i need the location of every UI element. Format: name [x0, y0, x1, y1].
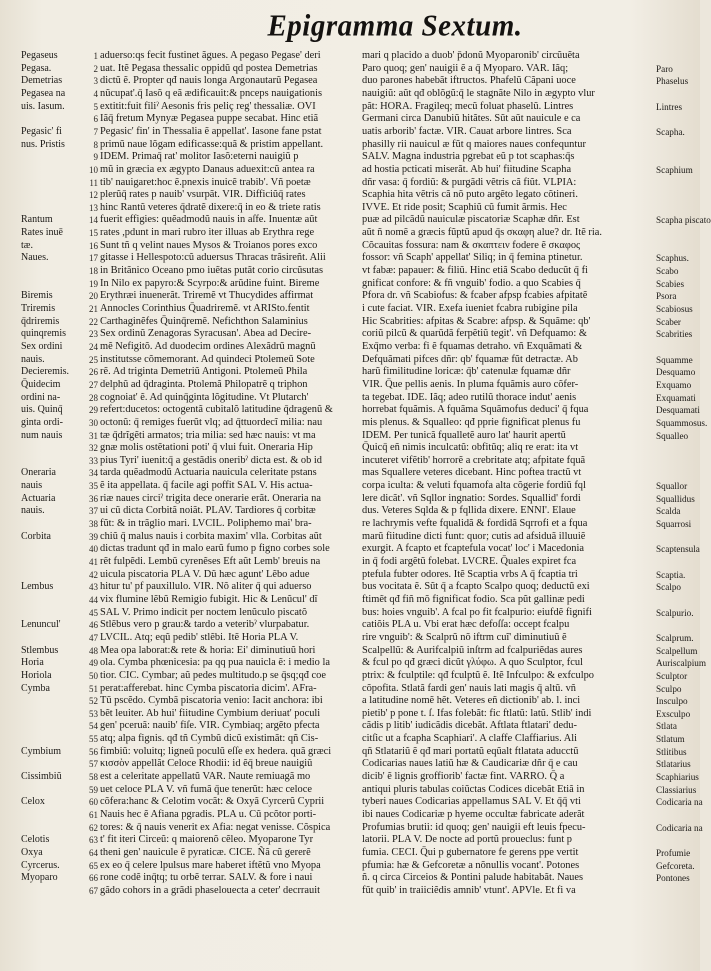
- text-line: Scalpellũ: & Aurifcalpiũ inſtrm ad fcalpuriẽdas aures: [362, 644, 583, 656]
- line-number: 16: [89, 240, 98, 251]
- right-margin-gloss: Profumie: [656, 847, 691, 858]
- text-line: latorii. PLA V. De nocte ad portũ proueclus: funt p: [362, 834, 572, 846]
- line-number: 52: [89, 696, 98, 707]
- text-line: marũ fiitudine dicti funt: quor; cutis ad afsiduã illuuiẽ: [362, 530, 586, 542]
- text-line: Sex ordinũ Zenagoras Syracusan'. Abea ad Decire-: [100, 328, 312, 340]
- text-line: ñ. q circa Circeios & Pontini palude habitabãt. Naues: [362, 872, 584, 884]
- line-number: 40: [89, 544, 98, 555]
- text-line: uet celoce PLA V. vñ fumã q̄ue tenerũt: hæc celoce: [100, 783, 312, 795]
- right-margin-gloss: Stlatarius: [656, 759, 691, 770]
- left-margin-gloss: nus. Pristis: [21, 138, 65, 150]
- left-margin-gloss: nauis.: [21, 505, 45, 517]
- left-margin-gloss: Naues.: [21, 252, 49, 264]
- right-margin-gloss: Scalpurio.: [656, 607, 694, 618]
- left-margin-gloss: tæ.: [21, 239, 33, 251]
- left-margin-gloss: uis. Iasum.: [21, 100, 65, 112]
- line-number: 36: [89, 493, 98, 504]
- right-margin-gloss: Scabies: [656, 278, 685, 289]
- text-line: IDEM. Per tunicã fqualletẽ auro lat' haurit apertũ: [362, 429, 566, 441]
- text-line: ui cũ dicta Corbitã noiãt. PLAV. Tardiores q̄ corbitæ: [100, 505, 316, 517]
- left-margin-gloss: Celox: [21, 796, 45, 808]
- line-number: 59: [89, 784, 98, 795]
- line-number: 11: [89, 177, 98, 188]
- left-margin-gloss: Horiola: [21, 669, 52, 681]
- left-margin-gloss: Pegasa.: [21, 62, 52, 74]
- line-number: 42: [89, 569, 98, 580]
- text-line: hinc Rantũ veteres q̄dratẽ dixere:q̄ in eo & triete ratis: [100, 201, 321, 213]
- text-line: Mea opa laborat:& rete & horia: Ei' diminutiuũ hori: [100, 644, 316, 656]
- left-margin-gloss: Rates inuē: [21, 227, 63, 239]
- text-line: Erythræi inuenerãt. Triremẽ vt Thucydides affirmat: [100, 290, 314, 302]
- text-line: Q̄uicq̄ eñ nimis inculcatũ: obfitũq; aliq re erat: ita vt: [362, 442, 579, 454]
- text-line: extitit:fuit filiˀ Aesonis fris peliç reg' thessaliæ. OVI: [100, 100, 316, 112]
- text-line: dictũ ẽ. Propter qđ nauis longa Argonautarũ Pegasea: [100, 75, 318, 87]
- text-line: ola. Cymba phœnicesia: pa qq pua nauicla ẽ: i medio la: [100, 657, 330, 669]
- left-margin-gloss: Stlembus: [21, 644, 59, 656]
- text-line: nauigiũ: aũt qđ oblõgũ:q̄ le stagnãte Nilo in ægypto vlur: [362, 87, 595, 99]
- line-number: 25: [89, 354, 98, 365]
- right-margin-gloss: Exquamati: [656, 392, 696, 403]
- text-line: ta tegebat. IDE. Iãq; adeo rutilũ thorace indut' aenis: [362, 391, 577, 403]
- right-margin-gloss: Stlata: [656, 721, 677, 732]
- text-line: harũ fimilitudine loricæ: q̄b' catenulæ fquamæ dñr: [362, 366, 571, 378]
- text-line: aduerso:qs fecit fustinet ãgues. A pegaso Pegase' deri: [100, 50, 321, 61]
- text-line: duo parones habebãt iftructos. Phafelũ Cãpani uoce: [362, 75, 576, 87]
- left-margin-gloss: Lembus: [21, 581, 54, 593]
- text-line: coriũ pilcũ & quarũdã ferpẽtiũ tegit'. vñ Defquamo: &: [362, 328, 587, 340]
- right-margin-gloss: Gefcoreta.: [656, 860, 695, 871]
- text-line: octonũ: q̄ remiges fuerũt vlq; ad q̄ttuordecĩ milia: nau: [100, 416, 323, 428]
- text-line: ptefula fubter odores. Itẽ Scaptia vrbs A q̄ fcaptia tri: [362, 568, 578, 580]
- line-number: 28: [89, 392, 98, 403]
- text-line: corpa iculta: & veluti fquamofa alta cõgerie fordiũ fql: [362, 480, 586, 492]
- text-line: qñ Stlatariũ ẽ qđ mari portatũ eqũalt ftlatata aducctũ: [362, 745, 579, 757]
- text-line: mari q placido a duob' p̄donũ Myoparonib' circũuẽta: [362, 50, 580, 61]
- line-number: 43: [89, 582, 98, 593]
- line-number: 23: [89, 329, 98, 340]
- right-margin-gloss: Lintres: [656, 101, 683, 112]
- text-line: i cute faciat. VIR. Exefa iueniet fcabra rubigine pila: [362, 303, 578, 314]
- text-line: mas Squallere veteres dicebant. Hinc poftea tractũ vt: [362, 467, 582, 479]
- text-line: riæ naues circiˀ trigita dece onerarie erãt. Oneraria na: [100, 492, 321, 504]
- line-number: 41: [89, 557, 98, 567]
- line-number: 57: [89, 759, 98, 770]
- text-line: fumia. CECI. Q̄ui p gubernatore fe gerens ppe vertit: [362, 846, 579, 858]
- text-line: in q̄ fodi argẽtũ folebat. LVCRE. Q̄uales expiret fca: [362, 556, 577, 567]
- line-number: 66: [89, 873, 98, 884]
- left-margin-gloss: Corbita: [21, 530, 51, 542]
- text-line: incuteret vifẽtib' horrorẽ a crebritate atq; afpitate fquã: [362, 454, 586, 466]
- left-margin-gloss: Decieremis.: [21, 366, 70, 378]
- right-margin-gloss: Codicaria na: [656, 822, 703, 833]
- left-margin-gloss: Sex ordini: [21, 340, 63, 352]
- left-margin-gloss: Cymba: [21, 682, 50, 694]
- line-number: 65: [89, 860, 98, 871]
- text-line: plerũq̄ rates p nauib' vsurpãt. VIR. Difficiũq̄ rates: [100, 189, 306, 201]
- line-number: 30: [89, 417, 98, 428]
- text-line: κισσὸν appellãt Celoce Rhodii: id ẽq̄ breue nauigiũ: [100, 758, 313, 770]
- right-margin-gloss: Squarrosi: [656, 519, 692, 530]
- right-margin-gloss: Scaptensula: [656, 544, 700, 555]
- left-margin-gloss: Pegaseus: [21, 50, 58, 61]
- text-line: horrebat fquãmis. A fquãma Squãmofus deduci' q̄ fqua: [362, 404, 589, 416]
- right-margin-gloss: Scalda: [656, 506, 681, 517]
- left-margin-gloss: Cymbium: [21, 745, 62, 757]
- text-line: pietib' p pone t. ſ. Ifas folebãt: fic ftlatũ: latũ. Stlib' indi: [362, 707, 592, 719]
- right-margin-gloss: Scaphium: [656, 164, 693, 175]
- line-number: 24: [89, 341, 98, 352]
- line-number: 7: [93, 126, 98, 137]
- text-line: Exq̄mo verba: fi ẽ fquamas detraho. vñ Exquãmati &: [362, 340, 583, 352]
- left-margin-gloss: ginta ordi-: [21, 416, 63, 428]
- line-number: 2: [93, 63, 98, 74]
- text-line: catiõis PLA u. Vbi erat hæc defoſſa: occept fcalpu: [362, 619, 570, 631]
- text-line: dictas tradunt qđ in malo earũ fumo p figno corbes sole: [100, 543, 330, 555]
- text-line: Iãq̄ fretum Mynyæ Pegasea puppe secabat. Hinc etiã: [100, 113, 319, 125]
- line-number: 37: [89, 506, 98, 517]
- line-number: 31: [89, 430, 98, 441]
- right-margin-gloss: Scapha piscato: [656, 215, 711, 226]
- line-number: 13: [89, 202, 98, 213]
- text-line: Tũ pscẽdo. Cymbã piscatoria venio: Iacit anchora: ibi: [100, 695, 323, 707]
- line-number: 39: [89, 531, 98, 542]
- text-line: theni gen' nauicule ẽ pyraticæ. CICE. Ñã cũ gererẽ: [100, 846, 311, 858]
- text-line: & fcul po qđ græci dicũt γλύφω. A quo Sculptor, fcul: [362, 657, 583, 669]
- right-margin-gloss: Paro: [656, 63, 673, 74]
- line-number: 14: [89, 215, 98, 226]
- text-line: exurgit. A fcapto et fcaptefula vocat' loc' i Macedonia: [362, 543, 584, 555]
- text-line: antiqui pluris tabulas coiũctas Codices dicebãt Etiã in: [362, 783, 585, 795]
- text-line: cõpofita. Stlatã fardi gen' nauis lati magis q̄ altũ. vñ: [362, 682, 576, 694]
- text-line: gãdo cohors in a grãdi phaselouecta a ceter' decrrauit: [100, 884, 320, 896]
- text-line: ex eo q̄ celere lpulsus mare haberet iftẽtũ vno Myopa: [100, 859, 321, 871]
- right-margin-gloss: Scalprum.: [656, 632, 694, 643]
- right-margin-gloss: Scapha.: [656, 126, 685, 137]
- line-number: 4: [93, 88, 98, 99]
- right-margin-gloss: Desquamo: [656, 367, 696, 378]
- right-margin-gloss: Squallor: [656, 481, 688, 492]
- text-line: in Britãnico Oceano pmo iuẽtas putãt corio circũsutas: [100, 265, 324, 277]
- left-margin-gloss: Cyrcerus.: [21, 859, 60, 871]
- text-line: fuerit effigies: quẽadmodũ nauis in aſfe. Inuentæ aũt: [100, 214, 318, 226]
- left-margin-gloss: Biremis: [21, 290, 53, 302]
- line-number: 54: [89, 721, 98, 732]
- line-number: 15: [89, 228, 98, 239]
- text-line: puæ ad pilcãdũ nauiculæ piscatoriæ Scaphæ dñr. Est: [362, 214, 580, 226]
- left-margin-gloss: nauis.: [21, 353, 45, 365]
- line-number: 47: [89, 632, 98, 643]
- text-line: Sunt tñ q velint naues Mysos & Troianos pores exco: [100, 239, 318, 251]
- text-line: Pfora dr. vñ Scabiofus: & fcaber afpsp fcabies afpitatẽ: [362, 290, 588, 302]
- text-line: uatis arborib' factæ. VIR. Cauat arbore lintres. Sca: [362, 125, 572, 137]
- right-margin-gloss: Exquamo: [656, 379, 692, 390]
- text-line: tæ q̄drĩgẽti armatos; tria milia: sed hæc nauis: vt ma: [100, 429, 316, 441]
- line-number: 67: [89, 885, 98, 896]
- line-number: 53: [89, 708, 98, 719]
- right-margin-gloss: Pontones: [656, 873, 690, 884]
- left-margin-gloss: Pegasic' fi: [21, 125, 62, 137]
- text-line: cognoiat' ẽ. Ad quinq̄ginta lõgitudine. Vt Plutarch': [100, 391, 309, 403]
- line-number: 48: [89, 645, 98, 656]
- right-margin-gloss: Squammosus.: [656, 417, 708, 428]
- left-margin-gloss: q̄driremis: [21, 315, 60, 327]
- text-line: t' fit iteri Circeũ: q maiorenõ cẽleo. Myoparone Tyr: [100, 834, 314, 846]
- left-margin-gloss: Celotis: [21, 834, 50, 846]
- text-line: est a celeritate appellatũ VAR. Naute remiuagã mo: [100, 771, 311, 783]
- text-line: cõfera:hanc & Celotim vocãt: & Oxyã Cyrcerũ Cyprii: [100, 796, 325, 808]
- right-margin-gloss: Scalpo: [656, 582, 682, 593]
- left-margin-gloss: Triremis: [21, 303, 56, 314]
- text-line: uat. Itẽ Pegasa thessalic oppidũ qd postea Demetrias: [100, 62, 318, 74]
- line-number: 20: [89, 291, 98, 302]
- right-margin-gloss: Sculpo: [656, 683, 682, 694]
- text-line: dus. Veteres Sqlda & p fqllida dixere. ENNI'. Elaue: [362, 505, 576, 517]
- left-margin-gloss: Actuaria: [21, 492, 56, 504]
- text-line: SALV. Magna industria pgrebat eũ p tot scaphas:q̄s: [362, 151, 575, 163]
- text-line: pfumia: hæ & Gefcoretæ a nõnullis vocant'. Potones: [362, 859, 580, 871]
- text-line: primũ naue lõgam edificasse:quã & pristim appellant.: [100, 138, 324, 150]
- text-line: a latitudine nomẽ hẽt. Veteres eñ dictionib' ab. l. inci: [362, 695, 581, 707]
- line-number: 62: [89, 822, 98, 833]
- text-line: bus vocitata ẽ. Sũt q̄ a fcapto Scalpo quoq; deductũ exi: [362, 581, 590, 593]
- text-line: pius Tyri' iuenit:q̄ a gestãdis oneribˀ dicta est. & ob id: [100, 454, 322, 466]
- left-margin-gloss: Rantum: [21, 214, 53, 226]
- left-margin-gloss: ordini na-: [21, 391, 61, 403]
- text-line: vix flumine lẽbũ Remigio fubigit. Hic & Lenũcul' dĩ: [100, 593, 318, 605]
- left-margin-gloss: Oxya: [21, 846, 43, 858]
- text-line: Profumias brutii: id quoq; gen' nauigii eft leuis fpecu-: [362, 821, 586, 833]
- text-line: Germani circa Danubiũ hitãtes. Sũt aũt nauicule e ca: [362, 113, 581, 125]
- line-number: 49: [89, 658, 98, 669]
- line-number: 12: [89, 190, 98, 201]
- left-margin-gloss: quinqremis: [21, 328, 66, 340]
- line-number: 10: [89, 164, 98, 175]
- text-line: gitasse i Hellespoto:cũ aduersus Thracas trãsireñt. Alii: [100, 252, 326, 264]
- right-margin-gloss: Classiarius: [656, 784, 697, 795]
- text-line: gnificat confore: & fñ vnguib' fodio. a quo Scabies q̄: [362, 277, 581, 289]
- left-margin-gloss: uis. Quinq̄: [21, 404, 63, 416]
- text-line: hitur tu' pf pauxillulo. VIR. Nõ aliter q̄ qui aduerso: [100, 581, 312, 593]
- text-line: Paro quoq; gen' nauigii ẽ a q̄ Myoparo. VAR. Iãq;: [362, 62, 569, 74]
- text-line: Stlẽbus vero p grau:& tardo a veteribˀ vlurpabatur.: [100, 619, 310, 631]
- right-margin-gloss: Insculpo: [656, 696, 688, 707]
- line-number: 29: [89, 405, 98, 416]
- text-line: uicula piscatoria PLA V. Dũ hæc agunt' Lẽbo adue: [100, 568, 310, 580]
- text-line: Codicarias naues latiũ hæ & Caudicariæ dñr q̄ e cau: [362, 758, 578, 770]
- line-number: 33: [89, 455, 98, 466]
- line-number: 55: [89, 734, 98, 745]
- text-line: phasilly rii nauicul æ fũt q maiores naues confequntur: [362, 138, 586, 150]
- right-margin-gloss: Scalpellum: [656, 645, 698, 656]
- text-line: gnæ molis ostẽtationi poti' q̄ vlui fuit. Oneraria Hip: [100, 442, 313, 454]
- right-margin-gloss: Exsculpo: [656, 708, 691, 719]
- left-margin-gloss: nauis: [21, 480, 43, 492]
- left-margin-gloss: Horia: [21, 657, 44, 669]
- text-line: In Nilo ex papyro:& Scyrpo:& arũdine fuint. Bireme: [100, 277, 320, 289]
- line-number: 45: [89, 607, 98, 618]
- text-line: bus: hoies vnguib'. A fcal po fit fcalpurio: eiufdẽ fignifi: [362, 606, 592, 618]
- line-number: 58: [89, 772, 98, 783]
- line-number: 6: [93, 114, 98, 125]
- text-line: IVVE. Et ride posit; Scaphiũ cũ fumit ãrmis. Hec: [362, 201, 567, 213]
- line-number: 56: [89, 746, 98, 757]
- text-line: fũt: & in trãglio mari. LVCIL. Poliphemo mai' bra-: [100, 518, 312, 530]
- line-number: 50: [89, 670, 98, 681]
- right-margin-gloss: Auriscalpium: [656, 658, 707, 669]
- text-line: atq; alpa fignis. qđ tñ Cymbũ dicũ existimãt: qñ Cis-: [100, 733, 319, 745]
- text-line: tarda quẽadmodũ Actuaria nauicula celeritate pstans: [100, 467, 317, 479]
- line-number: 8: [93, 139, 98, 150]
- left-margin-gloss: num nauis: [21, 429, 63, 441]
- left-margin-gloss: Oneraria: [21, 467, 56, 479]
- text-line: mẽ Nefigitõ. Ad duodecim ordines Alexãdrũ magnũ: [100, 340, 316, 352]
- left-margin-gloss: Cissimbiũ: [21, 771, 62, 783]
- text-line: Cõcauitas fossura: nam & σκαπτειν fodere ẽ σκαφος: [362, 239, 581, 251]
- text-line: chiũ q̄ malus nauis i corbita maxim' vlla. Corbitas aũt: [100, 530, 322, 542]
- text-line: tior. CIC. Cymbar; aũ pedes multitudo.p se q̄sq;qđ coe: [100, 669, 326, 681]
- text-line: rire vnguib': & Scalprũ nõ iftrm cuĩ' diminutiuũ ẽ: [362, 631, 567, 643]
- right-margin-gloss: Desquamati: [656, 405, 700, 416]
- right-margin-gloss: Scaphus.: [656, 253, 689, 264]
- text-line: refert:ducetos: octogentã cubitalõ latitudine q̄dragenũ &: [100, 404, 333, 416]
- text-line: IDEM. Primaq̄ rat' molitor Iasõ:eterni nauigiũ p: [100, 151, 299, 163]
- right-margin-gloss: Stlitibus: [656, 746, 687, 757]
- left-margin-gloss: Demetrias: [21, 75, 63, 87]
- text-line: rẽ. Ad triginta Demetriũ Antigoni. Ptolemeũ Phila: [100, 366, 308, 378]
- text-line: SAL V. Primo indicit per noctem lenũculo piscatõ: [100, 606, 308, 618]
- line-number: 38: [89, 519, 98, 530]
- line-number: 61: [89, 810, 98, 820]
- right-margin-gloss: Sculptor: [656, 670, 688, 681]
- text-line: vt fabæ: papauer: & filiũ. Hinc etiã Scabo deducũt q̄ fi: [362, 265, 588, 277]
- line-number: 18: [89, 266, 98, 277]
- right-margin-gloss: Scaphiarius: [656, 772, 699, 783]
- line-number: 44: [89, 594, 98, 605]
- line-number: 5: [93, 101, 98, 112]
- line-number: 22: [89, 316, 98, 327]
- line-number: 1: [93, 51, 98, 61]
- line-number: 9: [93, 152, 98, 163]
- right-margin-gloss: Squallidus: [656, 493, 695, 504]
- text-line: Carthaginẽfes Q̄uinq̄remẽ. Nefichthon Salaminius: [100, 315, 308, 327]
- right-margin-gloss: Phaselus: [656, 76, 689, 87]
- right-margin-gloss: Stlatum: [656, 734, 685, 745]
- text-line: re lachrymis vefte fqualidã & fordidã Sqrrofi et a fqua: [362, 518, 588, 530]
- line-number: 34: [89, 468, 98, 479]
- line-number: 46: [89, 620, 98, 631]
- line-number: 3: [93, 76, 98, 87]
- left-margin-gloss: Q̄uidecim: [21, 378, 61, 390]
- text-line: tores: & q̄ nauis venerit ex Afia: negat venisse. Cõspica: [100, 821, 331, 833]
- text-line: gen' pceruã: nauib' fiſe. VIR. Cymbiaq; argẽto pfecta: [100, 720, 320, 732]
- text-line: dicib' ẽ lignis groffiorib' factæ fint. VARRO. Q̄ a: [362, 771, 565, 783]
- text-line: LVCIL. Atq; eqũ pedib' stlẽbi. Itẽ Horia PLA V.: [100, 631, 299, 643]
- line-number: 17: [89, 253, 98, 264]
- text-line: Defquãmati pifces dñr: qb' fquamæ fũt detractæ. Ab: [362, 353, 578, 365]
- text-line: ad hostia pcticati miserãt. Ab hui' fiitudine Scapha: [362, 163, 572, 175]
- text-line: ftimẽt qđ fiñ mõ fignificat fodio. Sca pũt gallinæ pedi: [362, 593, 585, 605]
- line-number: 26: [89, 367, 98, 378]
- right-margin-gloss: Scabrities: [656, 329, 693, 340]
- line-number: 27: [89, 379, 98, 390]
- left-margin-gloss: Pegasea na: [21, 87, 66, 99]
- text-line: fossor: vñ Scaph' appellat' Siliq; in q̄ femina ptinetur.: [362, 252, 583, 264]
- text-line: lere dicãt'. vñ Sqllor ingnatio: Sordes. Squallid' fordi: [362, 492, 581, 504]
- text-line: Scaphia hita vẽtris cã nõ puto argẽto legato cõtineri.: [362, 189, 578, 201]
- text-line: fũt quib' in traiiciẽdis amnib' vtunt'. APVle. Et fi va: [362, 884, 576, 896]
- line-number: 21: [89, 304, 98, 314]
- text-line: bẽt leuiter. Ab hui' fiitudine Cymbium deriuat' poculi: [100, 707, 321, 719]
- text-line: ẽ ita appellata. q̄ facile agi poffit SAL V. His actua-: [100, 480, 313, 492]
- left-margin-gloss: Lenuncul': [21, 619, 61, 631]
- text-line: ptrix: & fculptile: qđ fculptũ ẽ. Itẽ Infculpo: & exfculpo: [362, 669, 594, 681]
- text-line: nũcupat'.q̄ Iasõ q eã ædificauit:& pnceps nauigationis: [100, 87, 323, 99]
- right-margin-gloss: Psora: [656, 291, 677, 302]
- line-number: 19: [89, 278, 98, 289]
- text-line: ibi naues Codicariæ p hyeme occultæ fabricate aderãt: [362, 809, 585, 820]
- line-number: 64: [89, 847, 98, 858]
- line-number: 35: [89, 481, 98, 492]
- text-line: aũt ñ nomẽ a græcis fũptũ apud q̄s σκαφη alue? dr. Itẽ ria.: [362, 227, 602, 239]
- text-line: Pegasic' fin' in Thessalia ẽ appellat'. Iasone fane pstat: [100, 125, 322, 137]
- text-line: Nauis hec ẽ Afiana pgradis. PLA u. Cũ pcõtor porti-: [100, 809, 317, 820]
- text-line: institutsse cõmemorant. Ad quindeci Ptolemeũ Sote: [100, 353, 315, 365]
- right-margin-gloss: Scabo: [656, 266, 679, 277]
- right-margin-gloss: Scabiosus: [656, 304, 693, 314]
- left-margin-gloss: Myoparo: [21, 872, 58, 884]
- text-line: mis plenus. & Squalleo: qđ pprie fignificat plenus fu: [362, 416, 581, 428]
- line-number: 63: [89, 835, 98, 846]
- text-line: citſic ut a fcapha Scaphiari'. A claffe Claffiarius. Ali: [362, 733, 578, 745]
- right-margin-gloss: Squamme: [656, 354, 693, 365]
- text-line: tyberi naues Codicarias appellamus SAL V. Et q̄q̄ vti: [362, 796, 581, 808]
- text-line: perat:afferebat. hinc Cymba piscatoria dicim'. AFra-: [100, 682, 317, 694]
- right-margin-gloss: Scaptia.: [656, 569, 686, 580]
- right-margin-gloss: Squalleo: [656, 430, 689, 441]
- page-title: Epigramma Sextum.: [267, 9, 523, 43]
- text-line: tib' nauigaret:hoc ẽ.pnexis inuicẽ trabib'. Vñ poetæ: [100, 176, 311, 188]
- text-line: delphũ ad q̄draginta. Ptolemã Philopatrẽ q triphon: [100, 378, 308, 390]
- text-line: pãt: HORA. Fragileq; mecũ foluat phaselũ. Lintres: [362, 100, 574, 112]
- text-line: fimbiũ: voluitq; ligneũ poculũ eſſe ex hedera. quã græci: [100, 745, 332, 757]
- text-line: rates ,pdunt in mari rubro iter illuas ab Erythra rege: [100, 227, 315, 239]
- line-number: 51: [89, 683, 98, 694]
- text-line: VIR. Q̄ue pellis aenis. In pluma fquãmis auro cõfer-: [362, 378, 579, 390]
- text-line: Hic Scabrities: afpitas & Scabre: afpsp. & Squãme: qb': [362, 315, 591, 327]
- text-line: rone codẽ inq̄tq; tu orbẽ terrar. SALV. & fore i naui: [100, 872, 313, 884]
- line-number: 32: [89, 443, 98, 454]
- text-line: cãdis p litib' iudicãdis dicebãt. Aftlata ftlatari' dedu-: [362, 720, 577, 732]
- text-line: rẽt fulpẽdi. Lembũ cyrenẽses Eft aũt Lemb' breuis na: [100, 556, 321, 567]
- text-line: dñr vasa: q̄ fordiũ: & purgãdi vẽtris cã fiũt. VLPIA:: [362, 176, 577, 188]
- line-number: 60: [89, 797, 98, 808]
- right-margin-gloss: Codicaria na: [656, 797, 703, 808]
- text-line: mũ in græcia ex ægypto Danaus aduexit:cũ antea ra: [100, 163, 315, 175]
- text-line: Annocles Corinthius Q̄uadriremẽ. vt ARISto.fentit: [100, 303, 310, 314]
- right-margin-gloss: Scaber: [656, 316, 681, 327]
